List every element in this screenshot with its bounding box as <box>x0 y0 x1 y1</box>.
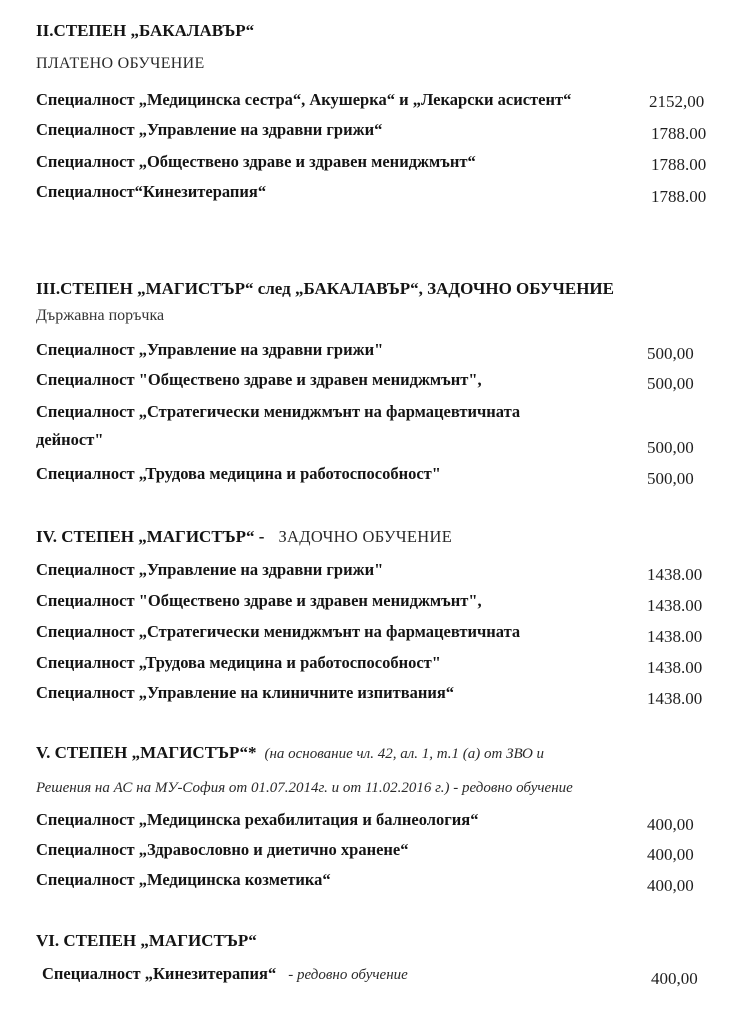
s4-row-2-price: 1438.00 <box>647 596 703 615</box>
s2-row-3-price: 1788.00 <box>651 155 707 174</box>
s6-row-1-note: - редовно обучение <box>288 967 408 983</box>
section-6-heading: VI. СТЕПЕН „МАГИСТЪР“ <box>36 931 257 950</box>
s4-row-4-price: 1438.00 <box>647 658 703 677</box>
s3-row-3-label-cont: дейност" <box>36 430 104 449</box>
section-3-heading: III.СТЕПЕН „МАГИСТЪР“ след „БАКАЛАВЪР“, ЗАДОЧНО ОБУЧЕНИЕ <box>36 279 614 298</box>
s2-row-4-price: 1788.00 <box>651 187 707 206</box>
s6-row-1-line <box>42 966 408 983</box>
s3-row-1-price: 500,00 <box>647 344 694 363</box>
section-4-heading: IV. СТЕПЕН „МАГИСТЪР“ - <box>36 527 265 546</box>
section-5-note-1: (на основание чл. 42, ал. 1, т.1 (а) от ЗВО и <box>264 746 545 762</box>
s5-row-3-label: Специалност „Медицинска козметика“ <box>36 870 331 889</box>
section-4-heading-suffix: ЗАДОЧНО ОБУЧЕНИЕ <box>278 527 453 546</box>
s3-row-1-label: Специалност „Управление на здравни грижи" <box>36 340 384 359</box>
s3-row-4-price: 500,00 <box>647 469 694 488</box>
s3-row-3-label: Специалност „Стратегически мениджмънт на фармацевтичната <box>36 402 521 421</box>
section-4-heading-line <box>36 528 452 546</box>
s5-row-2-price: 400,00 <box>647 845 694 864</box>
section-3-subheading: Държавна поръчка <box>36 307 165 324</box>
s4-row-4-label: Специалност „Трудова медицина и работоспособност" <box>36 653 441 672</box>
s5-row-1-label: Специалност „Медицинска рехабилитация и балнеология“ <box>36 810 479 829</box>
s3-row-3-price: 500,00 <box>647 438 694 457</box>
s3-row-4-label: Специалност „Трудова медицина и работоспособност" <box>36 464 441 483</box>
s4-row-5-label: Специалност „Управление на клиничните изпитвания“ <box>36 683 455 702</box>
s3-row-2-price: 500,00 <box>647 374 694 393</box>
s6-row-1-label: Специалност „Кинезитерапия“ <box>42 964 277 983</box>
s2-row-2-price: 1788.00 <box>651 124 707 143</box>
s4-row-2-label: Специалност "Обществено здраве и здравен мениджмънт", <box>36 591 482 610</box>
s2-row-1-price: 2152,00 <box>649 92 705 111</box>
s4-row-3-price: 1438.00 <box>647 627 703 646</box>
s2-row-1-label: Специалност „Медицинска сестра“, Акушерка“ и „Лекарски асистент“ <box>36 90 572 109</box>
section-5-heading-line <box>36 744 544 762</box>
s4-row-5-price: 1438.00 <box>647 689 703 708</box>
s3-row-2-label: Специалност "Обществено здраве и здравен мениджмънт", <box>36 370 482 389</box>
s4-row-3-label: Специалност „Стратегически мениджмънт на фармацевтичната <box>36 622 521 641</box>
s2-row-2-label: Специалност „Управление на здравни грижи“ <box>36 120 383 139</box>
s5-row-1-price: 400,00 <box>647 815 694 834</box>
s5-row-3-price: 400,00 <box>647 876 694 895</box>
section-2-heading: II.СТЕПЕН „БАКАЛАВЪР“ <box>36 21 255 40</box>
s5-row-2-label: Специалност „Здравословно и диетично хранене“ <box>36 840 409 859</box>
s6-row-1-price: 400,00 <box>651 969 698 988</box>
s2-row-3-label: Специалност „Обществено здраве и здравен мениджмънт“ <box>36 152 476 171</box>
s4-row-1-label: Специалност „Управление на здравни грижи" <box>36 560 384 579</box>
s2-row-4-label: Специалност“Кинезитерапия“ <box>36 182 267 201</box>
section-5-heading: V. СТЕПЕН „МАГИСТЪР“* <box>36 743 257 762</box>
section-5-note-2: Решения на АС на МУ-София от 01.07.2014г. и от 11.02.2016 г.) - редовно обучение <box>36 780 573 796</box>
section-2-subheading: ПЛАТЕНО ОБУЧЕНИЕ <box>36 55 205 72</box>
s4-row-1-price: 1438.00 <box>647 565 703 584</box>
